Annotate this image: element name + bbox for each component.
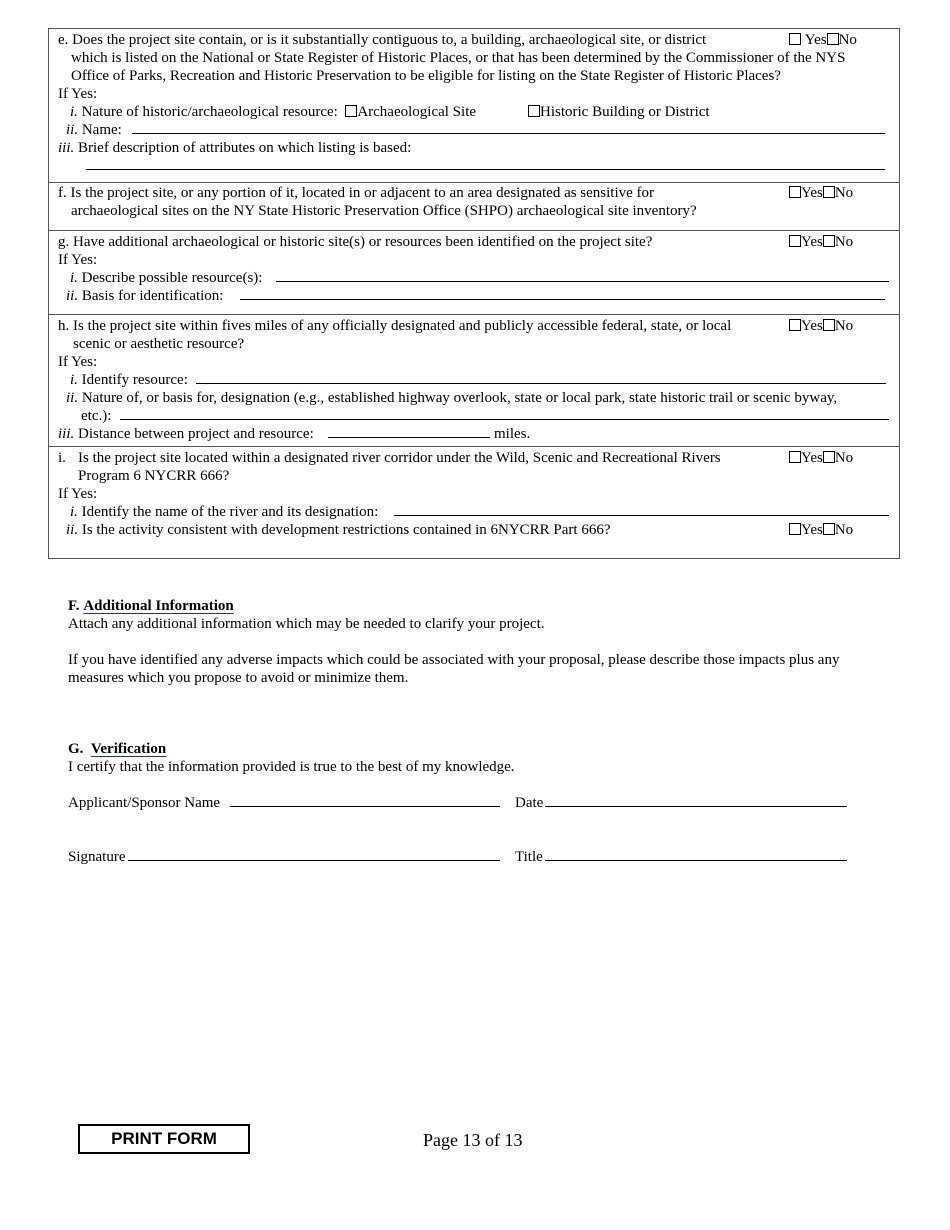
question-g-line1: g. Have additional archaeological or historic site(s) or resources been identified on the project site? — [58, 234, 653, 250]
section-letter: F. — [68, 598, 80, 614]
verification-title: Verification — [90, 741, 167, 757]
e-i-label: Nature of historic/archaeological resource: — [81, 104, 338, 120]
additional-heading — [68, 597, 234, 615]
no-label: No — [834, 185, 854, 201]
question-h-line2: scenic or aesthetic resource? — [73, 336, 245, 352]
e-name-field[interactable] — [132, 119, 885, 134]
yes-label: Yes — [801, 450, 823, 466]
question-i-line1: Is the project site located within a designated river corridor under the Wild, Scenic and Recreational Rivers — [78, 450, 721, 466]
additional-p2-line1: If you have identified any adverse impacts which could be associated with your proposal, please describe those impacts plus any — [68, 652, 840, 668]
yes-no-i-ii — [789, 521, 853, 539]
yes-label: Yes — [801, 318, 823, 334]
question-f-line2: archaeological sites on the NY State Historic Preservation Office (SHPO) archaeological site inventory? — [71, 203, 697, 219]
checkbox-no-h[interactable] — [823, 319, 835, 331]
item-number: ii. — [66, 122, 79, 138]
title-label: Title — [515, 849, 543, 865]
i-i-label: Identify the name of the river and its designation: — [81, 504, 379, 520]
if-yes-label: If Yes: — [58, 354, 98, 370]
yes-label: Yes — [804, 32, 827, 48]
h-i-label: Identify resource: — [81, 372, 188, 388]
title-field[interactable] — [545, 846, 847, 861]
checkbox-archaeological-site[interactable] — [345, 105, 357, 117]
i-ii-label: Is the activity consistent with development restrictions contained in 6NYCRR Part 666? — [81, 522, 611, 538]
option-archaeological-site: Archaeological Site — [357, 104, 477, 120]
verification-cert: I certify that the information provided is true to the best of my knowledge. — [68, 759, 515, 775]
no-label: No — [834, 522, 854, 538]
if-yes-label: If Yes: — [58, 86, 98, 102]
yes-no-g — [789, 233, 853, 251]
checkbox-historic-building[interactable] — [528, 105, 540, 117]
yes-no-e — [789, 31, 857, 49]
g-resources-field[interactable] — [276, 267, 889, 282]
verification-heading — [68, 740, 166, 758]
item-number: i. — [70, 504, 78, 520]
yes-no-h — [789, 317, 853, 335]
no-label: No — [834, 318, 854, 334]
additional-title: Additional Information — [83, 598, 234, 614]
section-g — [48, 231, 900, 315]
e-iii-label: Brief description of attributes on which listing is based: — [78, 140, 412, 156]
question-i-line2: Program 6 NYCRR 666? — [78, 468, 230, 484]
e-description-field[interactable] — [86, 155, 885, 170]
checkbox-no-g[interactable] — [823, 235, 835, 247]
question-h-line1: h. Is the project site within fives miles of any officially designated and publicly accessible federal, state, or local — [58, 318, 732, 334]
item-number: ii. — [66, 288, 79, 304]
section-f — [48, 182, 900, 231]
section-i — [48, 447, 900, 559]
additional-p2-line2: measures which you propose to avoid or minimize them. — [68, 670, 409, 686]
item-number: ii. — [66, 522, 79, 538]
checkbox-no-e[interactable] — [827, 33, 839, 45]
applicant-name-field[interactable] — [230, 792, 500, 807]
i-ii-row — [66, 521, 611, 539]
e-ii-label: Name: — [81, 122, 122, 138]
question-e-line1: e. Does the project site contain, or is it substantially contiguous to, a building, archaeological site, or district — [58, 32, 707, 48]
g-i-label: Describe possible resource(s): — [81, 270, 263, 286]
checkbox-yes-i-ii[interactable] — [789, 523, 801, 535]
yes-label: Yes — [801, 522, 823, 538]
checkbox-yes-f[interactable] — [789, 186, 801, 198]
page-number: Page 13 of 13 — [423, 1130, 523, 1150]
item-number: iii. — [58, 140, 75, 156]
checkbox-no-i-ii[interactable] — [823, 523, 835, 535]
h-resource-field[interactable] — [196, 369, 886, 384]
h-designation-field[interactable] — [120, 405, 889, 420]
no-label: No — [834, 234, 854, 250]
checkbox-no-i[interactable] — [823, 451, 835, 463]
applicant-name-label: Applicant/Sponsor Name — [68, 795, 221, 811]
yes-no-f — [789, 184, 853, 202]
signature-field[interactable] — [128, 846, 500, 861]
h-iii-row — [58, 425, 314, 443]
print-form-button[interactable]: PRINT FORM — [78, 1124, 250, 1154]
question-e-line2: which is listed on the National or State Register of Historic Places, or that has been determined by the Commissioner of the NYS — [71, 50, 846, 66]
yes-label: Yes — [801, 234, 823, 250]
yes-no-i — [789, 449, 853, 467]
g-ii-row — [66, 287, 223, 305]
checkbox-yes-i[interactable] — [789, 451, 801, 463]
g-basis-field[interactable] — [240, 285, 885, 300]
no-label: No — [838, 32, 857, 48]
if-yes-label: If Yes: — [58, 252, 98, 268]
g-i-row — [70, 269, 262, 287]
signature-label: Signature — [68, 849, 126, 865]
question-e-line3: Office of Parks, Recreation and Historic Preservation to be eligible for listing on the State Register of Historic Places? — [71, 68, 781, 84]
item-number: ii. — [66, 390, 79, 406]
h-miles-unit: miles. — [494, 426, 531, 442]
checkbox-yes-h[interactable] — [789, 319, 801, 331]
h-distance-field[interactable] — [328, 423, 490, 438]
e-ii-row — [66, 121, 122, 139]
yes-label: Yes — [801, 185, 823, 201]
item-number: i. — [70, 270, 78, 286]
item-number: iii. — [58, 426, 75, 442]
date-field[interactable] — [545, 792, 847, 807]
section-h — [48, 315, 900, 447]
i-river-field[interactable] — [394, 501, 889, 516]
h-i-row — [70, 371, 188, 389]
i-i-row — [70, 503, 378, 521]
item-number: i. — [70, 372, 78, 388]
item-number: i. — [70, 104, 78, 120]
question-f-line1: f. Is the project site, or any portion of it, located in or adjacent to an area designated as sensitive for — [58, 185, 655, 201]
section-letter: G. — [68, 741, 84, 757]
option-historic-building: Historic Building or District — [540, 104, 710, 120]
g-ii-label: Basis for identification: — [81, 288, 224, 304]
h-iii-label: Distance between project and resource: — [78, 426, 314, 442]
no-label: No — [834, 450, 854, 466]
checkbox-yes-g[interactable] — [789, 235, 801, 247]
if-yes-label: If Yes: — [58, 486, 98, 502]
checkbox-yes-e[interactable] — [789, 33, 801, 45]
question-i-number: i. — [58, 450, 66, 466]
section-e — [48, 28, 900, 183]
h-ii-label: Nature of, or basis for, designation (e.g., established highway overlook, state or local park, state historic trail or scenic byway, — [81, 390, 838, 406]
date-label: Date — [515, 795, 544, 811]
h-ii-label2: etc.): — [81, 408, 112, 424]
additional-p1: Attach any additional information which may be needed to clarify your project. — [68, 616, 545, 632]
checkbox-no-f[interactable] — [823, 186, 835, 198]
